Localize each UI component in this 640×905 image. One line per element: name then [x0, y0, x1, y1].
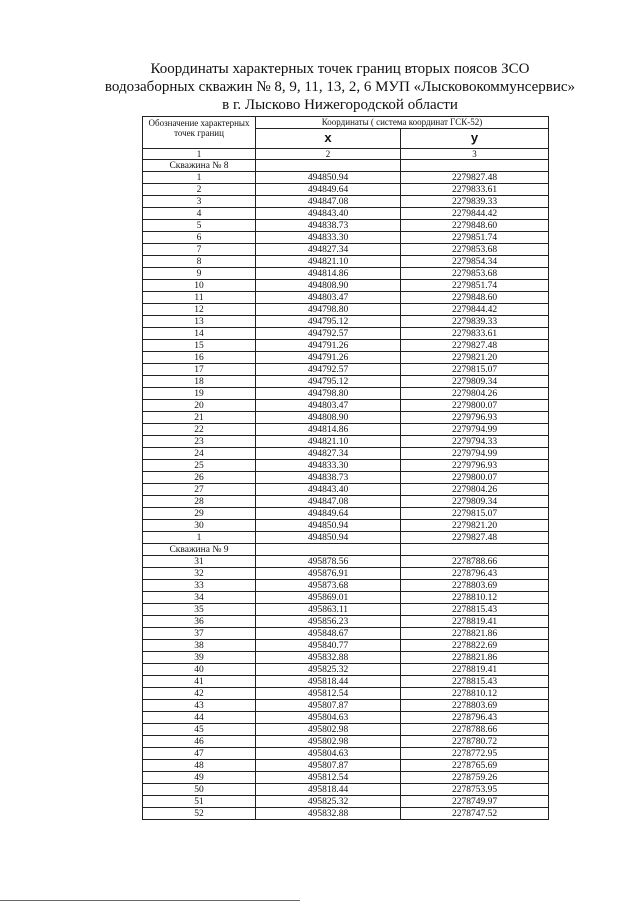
point-number: 31	[143, 556, 256, 568]
table-row	[143, 172, 549, 184]
coord-y: 2279809.34	[401, 376, 549, 388]
table-row	[143, 436, 549, 448]
table-row	[143, 796, 549, 808]
coord-x: 494792.57	[256, 364, 401, 376]
coord-x: 495825.32	[256, 796, 401, 808]
section-title: Скважина № 9	[143, 544, 256, 556]
coord-y: 2278772.95	[401, 748, 549, 760]
coord-x: 495818.44	[256, 784, 401, 796]
header-col-number-1: 1	[143, 149, 256, 160]
table-row	[143, 604, 549, 616]
coord-y: 2279854.34	[401, 256, 549, 268]
header-y: y	[401, 128, 549, 148]
point-number: 9	[143, 268, 256, 280]
coord-x: 494808.90	[256, 280, 401, 292]
coord-x: 494843.40	[256, 208, 401, 220]
coord-x: 494791.26	[256, 340, 401, 352]
coord-x: 495807.87	[256, 760, 401, 772]
point-number: 34	[143, 592, 256, 604]
coord-x: 495832.88	[256, 808, 401, 820]
table-row	[143, 448, 549, 460]
table-row	[143, 352, 549, 364]
point-number: 2	[143, 184, 256, 196]
coord-y: 2278815.43	[401, 604, 549, 616]
point-number: 3	[143, 196, 256, 208]
table-row	[143, 556, 549, 568]
coord-x: 494808.90	[256, 412, 401, 424]
point-number: 22	[143, 424, 256, 436]
point-number: 13	[143, 316, 256, 328]
table-row	[143, 640, 549, 652]
coord-x: 494827.34	[256, 244, 401, 256]
coord-y: 2279796.93	[401, 460, 549, 472]
point-number: 12	[143, 304, 256, 316]
coord-x: 495876.91	[256, 568, 401, 580]
coord-y: 2278822.69	[401, 640, 549, 652]
point-number: 4	[143, 208, 256, 220]
coord-x: 494798.80	[256, 388, 401, 400]
coord-y: 2279851.74	[401, 232, 549, 244]
table-row	[143, 532, 549, 544]
coord-x: 495807.87	[256, 700, 401, 712]
point-number: 48	[143, 760, 256, 772]
title-line-3: в г. Лысково Нижегородской области	[222, 97, 458, 113]
point-number: 7	[143, 244, 256, 256]
header-x: x	[256, 128, 401, 148]
point-number: 30	[143, 520, 256, 532]
point-number: 18	[143, 376, 256, 388]
table-row	[143, 652, 549, 664]
coord-y: 2279833.61	[401, 328, 549, 340]
section-empty-cell	[256, 160, 401, 172]
point-number: 5	[143, 220, 256, 232]
point-number: 19	[143, 388, 256, 400]
coord-y: 2278821.86	[401, 652, 549, 664]
table-row	[143, 724, 549, 736]
coord-x: 495812.54	[256, 772, 401, 784]
table-row	[143, 244, 549, 256]
table-row	[143, 592, 549, 604]
point-number: 29	[143, 508, 256, 520]
point-number: 28	[143, 496, 256, 508]
coord-x: 494795.12	[256, 376, 401, 388]
point-number: 47	[143, 748, 256, 760]
table-row	[143, 340, 549, 352]
table-row	[143, 424, 549, 436]
table-row	[143, 616, 549, 628]
table-row	[143, 508, 549, 520]
section-row	[143, 544, 549, 556]
point-number: 44	[143, 712, 256, 724]
table-row	[143, 316, 549, 328]
coord-y: 2279821.20	[401, 352, 549, 364]
point-number: 1	[143, 172, 256, 184]
table-row	[143, 520, 549, 532]
table-row	[143, 376, 549, 388]
coord-x: 494814.86	[256, 268, 401, 280]
coord-y: 2278749.97	[401, 796, 549, 808]
coord-x: 494838.73	[256, 472, 401, 484]
point-number: 24	[143, 448, 256, 460]
table-row	[143, 256, 549, 268]
point-number: 49	[143, 772, 256, 784]
table-row	[143, 496, 549, 508]
coord-x: 494850.94	[256, 172, 401, 184]
coord-x: 494814.86	[256, 424, 401, 436]
coord-x: 495802.98	[256, 724, 401, 736]
table-row	[143, 568, 549, 580]
point-number: 21	[143, 412, 256, 424]
point-number: 37	[143, 628, 256, 640]
table-row	[143, 712, 549, 724]
table-row	[143, 184, 549, 196]
coord-y: 2279804.26	[401, 484, 549, 496]
title-line-1: Координаты характерных точек границ вторых поясов ЗСО	[150, 61, 530, 77]
point-number: 52	[143, 808, 256, 820]
section-empty-cell	[401, 544, 549, 556]
table-row	[143, 748, 549, 760]
coord-x: 494850.94	[256, 520, 401, 532]
coord-y: 2279800.07	[401, 400, 549, 412]
header-designation: Обозначение характерных точек границ	[143, 117, 256, 149]
point-number: 25	[143, 460, 256, 472]
coord-y: 2279851.74	[401, 280, 549, 292]
coord-y: 2278815.43	[401, 676, 549, 688]
point-number: 38	[143, 640, 256, 652]
header-coordinates: Координаты ( система координат ГСК-52)	[256, 117, 549, 129]
coord-y: 2279833.61	[401, 184, 549, 196]
point-number: 23	[143, 436, 256, 448]
coord-x: 494849.64	[256, 184, 401, 196]
coord-y: 2279815.07	[401, 508, 549, 520]
table-row	[143, 472, 549, 484]
coord-y: 2279844.42	[401, 304, 549, 316]
coord-x: 495863.11	[256, 604, 401, 616]
coord-x: 495802.98	[256, 736, 401, 748]
table-row	[143, 664, 549, 676]
table-row	[143, 808, 549, 820]
table-row	[143, 460, 549, 472]
coord-x: 495873.68	[256, 580, 401, 592]
table-row	[143, 580, 549, 592]
coord-y: 2278796.43	[401, 568, 549, 580]
coord-x: 494843.40	[256, 484, 401, 496]
point-number: 17	[143, 364, 256, 376]
coord-y: 2278810.12	[401, 592, 549, 604]
header-col-number-2: 2	[256, 149, 401, 160]
coord-y: 2278821.86	[401, 628, 549, 640]
coord-y: 2279844.42	[401, 208, 549, 220]
coord-x: 494798.80	[256, 304, 401, 316]
coord-x: 494803.47	[256, 400, 401, 412]
coord-x: 494847.08	[256, 196, 401, 208]
point-number: 51	[143, 796, 256, 808]
point-number: 10	[143, 280, 256, 292]
coord-y: 2279809.34	[401, 496, 549, 508]
table-row	[143, 412, 549, 424]
coord-y: 2279794.99	[401, 448, 549, 460]
table-row	[143, 208, 549, 220]
coord-x: 494847.08	[256, 496, 401, 508]
table-row	[143, 700, 549, 712]
coord-y: 2278810.12	[401, 688, 549, 700]
coord-y: 2279853.68	[401, 268, 549, 280]
coord-y: 2279827.48	[401, 532, 549, 544]
coord-x: 494838.73	[256, 220, 401, 232]
coord-x: 495869.01	[256, 592, 401, 604]
coord-x: 495848.67	[256, 628, 401, 640]
coord-x: 495878.56	[256, 556, 401, 568]
coord-y: 2278788.66	[401, 724, 549, 736]
section-title: Скважина № 8	[143, 160, 256, 172]
table-row	[143, 676, 549, 688]
coord-x: 495825.32	[256, 664, 401, 676]
coord-y: 2279839.33	[401, 316, 549, 328]
coord-x: 494827.34	[256, 448, 401, 460]
table-row	[143, 400, 549, 412]
point-number: 50	[143, 784, 256, 796]
coord-y: 2278803.69	[401, 580, 549, 592]
point-number: 42	[143, 688, 256, 700]
point-number: 32	[143, 568, 256, 580]
coord-x: 494821.10	[256, 256, 401, 268]
table-row	[143, 760, 549, 772]
point-number: 35	[143, 604, 256, 616]
coord-x: 494803.47	[256, 292, 401, 304]
coord-y: 2279815.07	[401, 364, 549, 376]
point-number: 20	[143, 400, 256, 412]
coord-y: 2278796.43	[401, 712, 549, 724]
point-number: 39	[143, 652, 256, 664]
point-number: 36	[143, 616, 256, 628]
coord-y: 2278759.26	[401, 772, 549, 784]
point-number: 33	[143, 580, 256, 592]
coord-x: 495856.23	[256, 616, 401, 628]
point-number: 15	[143, 340, 256, 352]
table-row	[143, 292, 549, 304]
coord-y: 2279827.48	[401, 172, 549, 184]
table-row	[143, 232, 549, 244]
point-number: 26	[143, 472, 256, 484]
coord-y: 2278780.72	[401, 736, 549, 748]
coord-x: 494792.57	[256, 328, 401, 340]
coord-x: 495832.88	[256, 652, 401, 664]
table-row	[143, 268, 549, 280]
point-number: 27	[143, 484, 256, 496]
table-row	[143, 736, 549, 748]
table-row	[143, 220, 549, 232]
table-row	[143, 304, 549, 316]
section-empty-cell	[401, 160, 549, 172]
coord-x: 495840.77	[256, 640, 401, 652]
point-number: 43	[143, 700, 256, 712]
document-title	[60, 60, 620, 114]
coord-y: 2279796.93	[401, 412, 549, 424]
coord-x: 494821.10	[256, 436, 401, 448]
table-row	[143, 484, 549, 496]
coord-x: 494795.12	[256, 316, 401, 328]
table-row	[143, 328, 549, 340]
point-number: 8	[143, 256, 256, 268]
table-row	[143, 688, 549, 700]
coord-x: 495804.63	[256, 712, 401, 724]
table-row	[143, 628, 549, 640]
table-row	[143, 784, 549, 796]
coord-y: 2278747.52	[401, 808, 549, 820]
table-row	[143, 364, 549, 376]
table-row	[143, 196, 549, 208]
coord-x: 494849.64	[256, 508, 401, 520]
table-row	[143, 388, 549, 400]
bottom-scan-line	[0, 900, 300, 901]
header-col-number-3: 3	[401, 149, 549, 160]
coord-x: 495812.54	[256, 688, 401, 700]
point-number: 41	[143, 676, 256, 688]
coord-y: 2279839.33	[401, 196, 549, 208]
coord-x: 494791.26	[256, 352, 401, 364]
coord-y: 2278819.41	[401, 664, 549, 676]
coord-x: 494850.94	[256, 532, 401, 544]
coord-y: 2279800.07	[401, 472, 549, 484]
table-row	[143, 280, 549, 292]
coord-y: 2278788.66	[401, 556, 549, 568]
coord-y: 2279804.26	[401, 388, 549, 400]
section-empty-cell	[256, 544, 401, 556]
table-row	[143, 772, 549, 784]
coord-y: 2279853.68	[401, 244, 549, 256]
coord-y: 2279794.33	[401, 436, 549, 448]
coord-y: 2279848.60	[401, 292, 549, 304]
coord-y: 2278765.69	[401, 760, 549, 772]
coord-x: 494833.30	[256, 232, 401, 244]
coord-y: 2278753.95	[401, 784, 549, 796]
point-number: 11	[143, 292, 256, 304]
section-row	[143, 160, 549, 172]
point-number: 14	[143, 328, 256, 340]
point-number: 1	[143, 532, 256, 544]
title-line-2: водозаборных скважин № 8, 9, 11, 13, 2, 6 МУП «Лысковокоммунсервис»	[104, 79, 576, 95]
point-number: 6	[143, 232, 256, 244]
point-number: 40	[143, 664, 256, 676]
coord-y: 2279821.20	[401, 520, 549, 532]
coord-x: 495818.44	[256, 676, 401, 688]
coord-y: 2278803.69	[401, 700, 549, 712]
point-number: 46	[143, 736, 256, 748]
coord-y: 2278819.41	[401, 616, 549, 628]
point-number: 45	[143, 724, 256, 736]
coord-x: 495804.63	[256, 748, 401, 760]
coord-x: 494833.30	[256, 460, 401, 472]
coord-y: 2279794.99	[401, 424, 549, 436]
point-number: 16	[143, 352, 256, 364]
coordinates-table	[142, 116, 549, 820]
coord-y: 2279827.48	[401, 340, 549, 352]
coord-y: 2279848.60	[401, 220, 549, 232]
